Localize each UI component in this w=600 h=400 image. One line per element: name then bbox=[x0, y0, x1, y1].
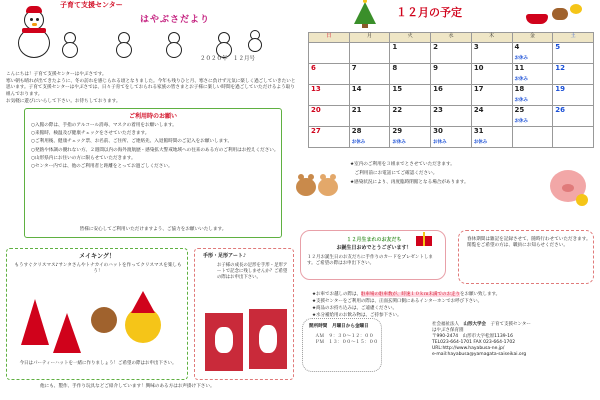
intro-paragraph bbox=[6, 72, 298, 106]
notice-footer: 皆様に安心してご利用いただけますよう、ご協力をお願いいたします。 bbox=[79, 227, 227, 232]
calendar-day-event: お休み bbox=[392, 139, 406, 145]
notice-item: ○発熱や体調の優れない方、２週間以内の海外渡航歴・感染拡大警戒地域への往来のある方のご利用はお控えください。 bbox=[31, 147, 279, 153]
calendar-day-cell bbox=[309, 127, 350, 148]
calendar-day-number: 2 bbox=[433, 43, 438, 51]
birthday-greeting: お誕生日おめでとうございます！ bbox=[336, 245, 412, 251]
party-hats-photo bbox=[21, 279, 175, 357]
calendar-day-number: 12 bbox=[555, 64, 565, 72]
calendar-week-row bbox=[309, 64, 594, 85]
room-notice-line: ご利用前にお電話にてご確認ください。 bbox=[350, 171, 438, 177]
organization-info bbox=[432, 322, 596, 358]
room-notice-line: ★感染状況により、再度臨時閉館となる場合があります。 bbox=[350, 180, 469, 186]
calendar-day-number: 30 bbox=[433, 127, 443, 135]
calendar-day-number: 29 bbox=[392, 127, 403, 135]
calendar-day-number: 27 bbox=[311, 127, 321, 135]
calendar-day-cell bbox=[431, 127, 472, 148]
calendar-day-event: お休み bbox=[514, 97, 529, 103]
calendar-day-number: 23 bbox=[433, 106, 443, 114]
calendar-day-event: お休み bbox=[351, 139, 366, 145]
calendar-day-number: 5 bbox=[555, 43, 561, 51]
calendar-week-row bbox=[309, 43, 594, 64]
intro-line: お気軽に遊びにいらして下さい。お待ちしております。 bbox=[6, 98, 121, 104]
calendar-header-cell: 火 bbox=[390, 33, 431, 43]
org-tel: TEL023-664-1701 FAX 023-664-1702 bbox=[432, 340, 516, 346]
making-footer: 今日はパーティーハットを一緒に作りましょう！ご希望の際はお申出下さい。 bbox=[19, 361, 177, 366]
hours-rows bbox=[315, 334, 378, 346]
calendar-title: １２月の予定 bbox=[396, 6, 462, 19]
calendar-day-cell bbox=[512, 127, 553, 148]
calendar-day-cell bbox=[553, 43, 594, 64]
bottom-note: 他にも、製作、手作り玩具などご紹介しています！興味のある方はお声掛け下さい。 bbox=[40, 384, 215, 389]
info-text: ★お車でお越しの際は、 bbox=[312, 292, 362, 297]
visitor-info-item bbox=[312, 292, 596, 298]
calendar-day-number: 14 bbox=[351, 85, 362, 93]
calendar-day-number: 31 bbox=[473, 127, 484, 135]
notice-item: ○来館時、検温及び健康チェックをさせていただきます。 bbox=[31, 131, 150, 137]
info-text-tail: をお願い致します。 bbox=[460, 292, 501, 297]
calendar-day-cell bbox=[512, 43, 553, 64]
calendar-day-number: 19 bbox=[555, 85, 565, 93]
calendar-header-cell: 月 bbox=[349, 33, 390, 43]
visitor-info-item bbox=[312, 299, 596, 305]
making-title: メイキング！ bbox=[79, 253, 115, 260]
christmas-tree-icon bbox=[354, 2, 376, 28]
org-name: 山形大学会 bbox=[463, 322, 486, 327]
info-text: ★水分補給用のお飲み物は、ご持参下さい。 bbox=[312, 313, 402, 319]
calendar-day-event: お休み bbox=[433, 139, 447, 145]
calendar-day-cell bbox=[390, 106, 431, 127]
calendar-day-cell bbox=[309, 64, 350, 85]
gift-icon bbox=[416, 232, 432, 246]
side-note-text: 春休期間は雑記を記録させて、随時行わせていただきます。閑覧をご希望の方は、職員にお知らせください。 bbox=[467, 237, 591, 249]
calendar-day-cell bbox=[471, 127, 512, 148]
calendar-day-cell bbox=[349, 43, 390, 64]
calendar-day-cell bbox=[553, 106, 594, 127]
edition-date: ２０２０年 １２月号 bbox=[200, 56, 256, 62]
calendar-header-cell: 土 bbox=[553, 33, 594, 43]
calendar-day-cell bbox=[390, 85, 431, 106]
birthday-heading: １２月生まれのお友だち bbox=[346, 237, 402, 243]
newsletter-title: はやぶさだより bbox=[140, 15, 211, 25]
info-text: ★商品のお持ち込みは、ご遠慮ください。 bbox=[312, 306, 398, 312]
room-notice-line: ★室内のご利用を３組までとさせていただきます。 bbox=[350, 162, 455, 167]
calendar-day-event: お休み bbox=[514, 55, 529, 61]
handprint-art-box bbox=[194, 248, 294, 380]
calendar-day-number: 6 bbox=[311, 64, 316, 72]
info-highlight: 駐車場の駐車数が、時速１０ｋｍ未満でのお走り bbox=[361, 292, 461, 297]
calendar-week-row bbox=[309, 106, 594, 127]
calendar-day-number: 28 bbox=[351, 127, 362, 135]
org-email[interactable]: e-mail:hayabusa@yamagata-saiseikai.org bbox=[432, 352, 527, 358]
calendar-day-number: 10 bbox=[473, 64, 484, 72]
calendar-day-cell bbox=[553, 64, 594, 85]
calendar-week-row bbox=[309, 127, 594, 148]
calendar-day-number: 9 bbox=[433, 64, 438, 72]
org-school: はやぶさ保育園 bbox=[432, 328, 464, 334]
calendar-day-cell bbox=[553, 127, 594, 148]
bear-icon bbox=[296, 170, 344, 206]
calendar-day-cell bbox=[431, 85, 472, 106]
calendar-day-cell bbox=[431, 106, 472, 127]
calendar-day-number: 15 bbox=[392, 85, 403, 93]
snowman-big-icon bbox=[14, 10, 54, 60]
making-box bbox=[6, 248, 188, 380]
art-description: お子様の成長の足形を手形・足形アートで記念に残しませんか？ご希望の際はお申出下さい。 bbox=[217, 263, 288, 280]
calendar-day-cell bbox=[471, 106, 512, 127]
calendar-day-cell bbox=[309, 85, 350, 106]
intro-line: こんにちは！子育て支援センターはやぶさです。 bbox=[6, 72, 107, 77]
calendar-header-cell: 木 bbox=[471, 33, 512, 43]
org-address: 〒990-2474 山形市大字松原1139-16 bbox=[432, 334, 513, 340]
calendar-day-number: 11 bbox=[514, 64, 525, 72]
calendar-header-cell: 日 bbox=[309, 33, 350, 43]
calendar-day-cell bbox=[431, 43, 472, 64]
december-calendar bbox=[308, 32, 594, 148]
notice-item: ○センター内では、他のご利用者と距離をとってお過ごしください。 bbox=[31, 163, 173, 169]
calendar-week-row bbox=[309, 85, 594, 106]
calendar-day-cell bbox=[349, 127, 390, 148]
notice-title: ご利用時のお願い bbox=[128, 113, 177, 120]
visitor-info-item bbox=[312, 306, 596, 312]
calendar-day-cell bbox=[471, 43, 512, 64]
calendar-header-cell: 金 bbox=[512, 33, 553, 43]
calendar-day-cell bbox=[309, 43, 350, 64]
handprint-cards-photo bbox=[205, 309, 287, 375]
calendar-day-number: 20 bbox=[311, 106, 321, 114]
hours-am: ＡＭ ９：３０～１２：００ bbox=[315, 334, 374, 339]
calendar-day-event: お休み bbox=[473, 139, 488, 145]
header-subtitle: 子育て支援センター bbox=[60, 1, 123, 9]
intro-line: 寒い朝も晴れが出てきたように、冬の訪れを感じられる頃となりました。今年も残りひと月、寒さに負けず元気に楽しく過ごしていきたいと思います。子育て支援センターはやぶさでは、日々子育てをしておられる家族の皆さまとお子様に楽しい時間を過ごしていただけるよう取り組んでおります。 bbox=[6, 79, 296, 97]
calendar-day-cell bbox=[349, 85, 390, 106]
sleigh-icon bbox=[526, 4, 586, 28]
pig-icon bbox=[546, 166, 592, 206]
calendar-day-cell bbox=[390, 127, 431, 148]
calendar-day-number: 7 bbox=[351, 64, 357, 72]
room-notice bbox=[350, 162, 544, 190]
notice-item: ○入館の際は、手指のアルコール消毒、マスクの着用をお願いします。 bbox=[31, 123, 177, 128]
calendar-day-cell bbox=[309, 106, 350, 127]
calendar-day-cell bbox=[512, 64, 553, 85]
calendar-day-number: 21 bbox=[351, 106, 362, 114]
notice-item: ○山形県内にお住いの方に限らせていただきます。 bbox=[31, 155, 136, 161]
calendar-day-cell bbox=[349, 64, 390, 85]
art-title: 手形・足形アート♪ bbox=[203, 253, 247, 259]
notice-item: ○ご利用後、健康チェック票、お名前、ご住所、ご連絡先、入退館時間のご記入をお願いします。 bbox=[31, 139, 233, 145]
visitor-info-list bbox=[312, 292, 596, 320]
info-text: ★支援センターをご利用の際は、正面玄関口側にあるインターホンでお呼び下さい。 bbox=[312, 299, 483, 305]
calendar-day-event: お休み bbox=[514, 76, 529, 82]
calendar-day-cell bbox=[471, 85, 512, 106]
calendar-day-number: 18 bbox=[514, 85, 525, 93]
calendar-day-cell bbox=[553, 85, 594, 106]
calendar-day-cell bbox=[512, 85, 553, 106]
calendar-day-event: お休み bbox=[514, 118, 529, 124]
calendar-day-cell bbox=[431, 64, 472, 85]
calendar-day-cell bbox=[390, 43, 431, 64]
side-note-box bbox=[458, 230, 594, 284]
calendar-day-number: 17 bbox=[473, 85, 484, 93]
calendar-day-number: 4 bbox=[514, 43, 520, 51]
opening-hours-box bbox=[302, 318, 382, 372]
making-description: もうすぐクリスマス♪サンタさんやトナカイのハットを作ってクリスマスを楽しもう！ bbox=[14, 263, 182, 275]
calendar-day-number: 8 bbox=[392, 64, 398, 72]
calendar-day-number: 25 bbox=[514, 106, 525, 114]
calendar-header-cell: 水 bbox=[431, 33, 472, 43]
usage-notice-box bbox=[24, 108, 282, 238]
calendar-day-number: 13 bbox=[311, 85, 321, 93]
hours-pm: ＰＭ １３：００～１５：００ bbox=[315, 340, 378, 346]
calendar-day-number: 24 bbox=[473, 106, 484, 114]
org-type: 社会福祉法人 bbox=[432, 322, 459, 327]
hours-title: 開所時間 月曜日から金曜日 bbox=[309, 324, 369, 329]
org-url[interactable]: URL:http://www.hayabusa-ne.jp/ bbox=[432, 346, 505, 352]
calendar-day-cell bbox=[512, 106, 553, 127]
calendar-day-number: 26 bbox=[555, 106, 565, 114]
birthday-description: １２月お誕生日のお友だちに手作りのカードをプレゼントします。ご希望の際はお申出下さい。 bbox=[307, 255, 433, 267]
calendar-day-cell bbox=[349, 106, 390, 127]
calendar-day-cell bbox=[471, 64, 512, 85]
org-center: 子育て支援センター bbox=[490, 322, 531, 327]
calendar-day-cell bbox=[390, 64, 431, 85]
calendar-day-number: 1 bbox=[392, 43, 398, 51]
calendar-day-number: 16 bbox=[433, 85, 443, 93]
calendar-day-number: 3 bbox=[473, 43, 479, 51]
notice-list bbox=[31, 123, 279, 172]
calendar-day-number: 22 bbox=[392, 106, 403, 114]
